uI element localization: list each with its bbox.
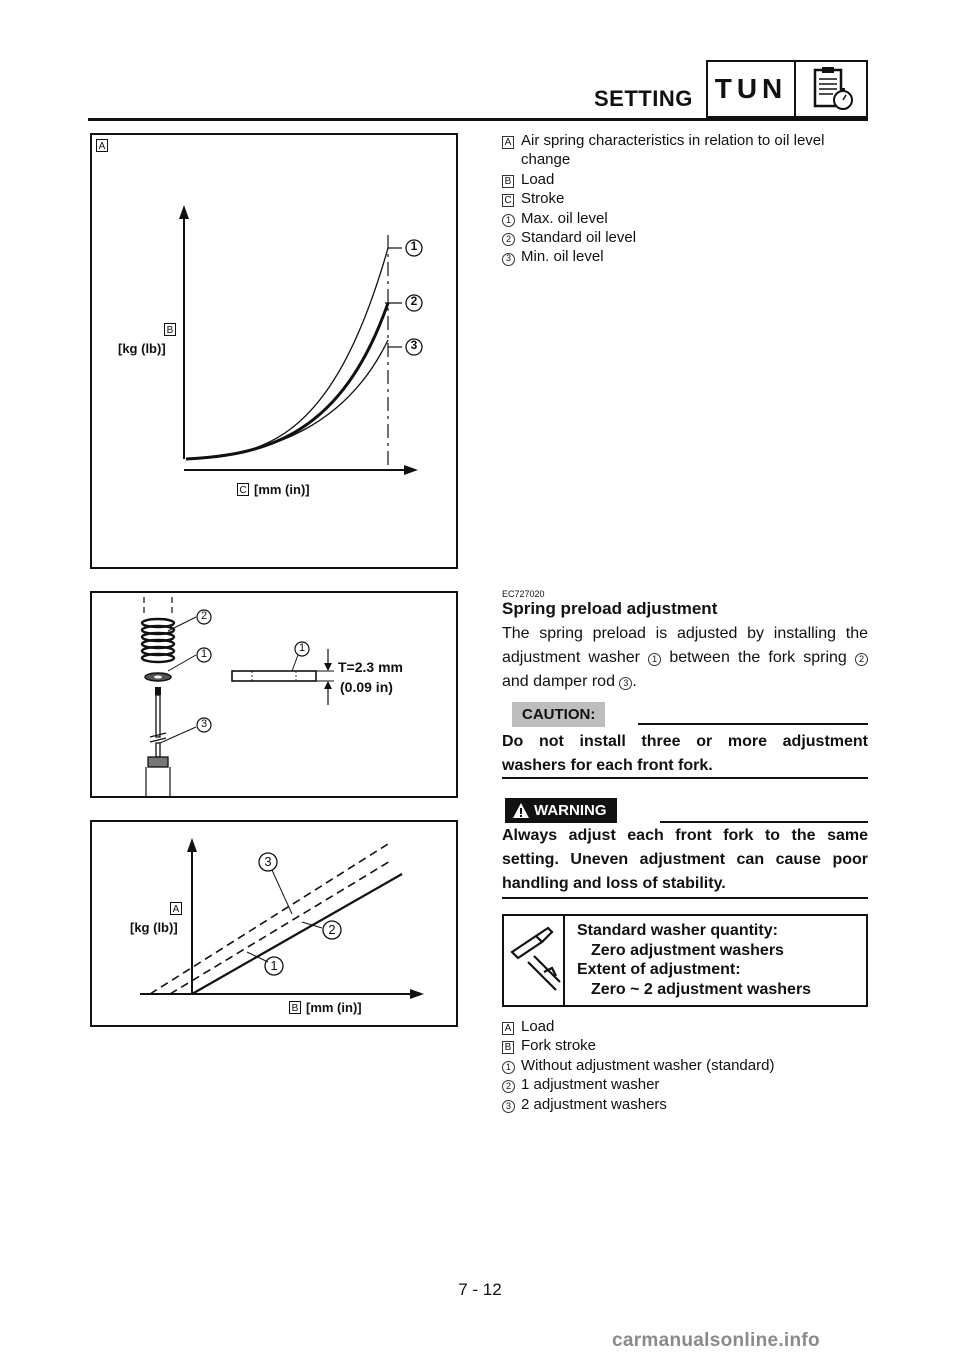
legend-text: Min. oil level: [521, 248, 604, 266]
thickness-value-in: (0.09 in): [340, 679, 393, 695]
section-paragraph: [502, 622, 868, 694]
legend-text: 1 adjustment washer: [521, 1076, 660, 1094]
callout-3: 3: [200, 718, 208, 730]
legend-key: [502, 170, 521, 189]
legend-text: 2 adjustment washers: [521, 1095, 667, 1113]
legend-key: [502, 1017, 521, 1036]
spec-label-1: Standard washer quantity:: [577, 922, 778, 939]
y-axis-unit: [kg (lb)]: [118, 341, 166, 356]
legend-text: Fork stroke: [521, 1037, 597, 1055]
spec-value-1: Zero adjustment washers: [591, 941, 784, 959]
chapter-code: TUN: [708, 62, 796, 116]
figure-corner-label: A: [96, 139, 108, 152]
watermark: carmanualsonline.info: [612, 1330, 820, 1351]
spec-value-2: Zero ~ 2 adjustment washers: [591, 980, 812, 998]
legend-text: Max. oil level: [521, 209, 608, 227]
para-ref-1: 1: [648, 653, 661, 666]
callout-washer: 1: [298, 642, 306, 654]
callout-1: 1: [410, 239, 418, 253]
legend-text: Standard oil level: [521, 229, 637, 247]
spec-label-2: Extent of adjustment:: [577, 961, 741, 978]
legend-marker: 3: [502, 253, 515, 266]
legend-item: [502, 131, 868, 170]
x-axis-unit: [mm (in)]: [306, 1000, 362, 1015]
legend-key: [502, 1075, 521, 1094]
figure-preload-chart: [90, 820, 458, 1027]
legend-item: [502, 1036, 868, 1055]
legend-key: [502, 228, 521, 247]
callout-2: 2: [328, 922, 336, 937]
caliper-icon: [504, 916, 574, 1005]
clipboard-stopwatch-icon: [796, 62, 866, 116]
caution-label: CAUTION:: [522, 706, 596, 723]
legend-marker: 1: [502, 214, 515, 227]
chapter-tab: [706, 60, 868, 118]
warning-rule-bottom: [502, 897, 868, 899]
caution-rule-bottom: [502, 777, 868, 779]
legend-marker: 2: [502, 233, 515, 246]
legend-text: Load: [521, 1018, 555, 1035]
legend-item: [502, 170, 868, 189]
section-code: EC727020: [502, 589, 545, 599]
callout-3: 3: [410, 338, 418, 352]
section-title: SETTING: [594, 86, 693, 111]
legend-key: [502, 189, 521, 208]
legend-marker: 1: [502, 1061, 515, 1074]
legend-item: [502, 1075, 868, 1094]
para-ref-2: 2: [855, 653, 868, 666]
header-rule: [88, 118, 868, 121]
warning-text: Always adjust each front fork to the same setting. Uneven adjustment can cause poor handling and loss of stability.: [502, 827, 868, 892]
caution-badge: [512, 702, 605, 727]
legend-marker: A: [502, 136, 514, 149]
callout-1: 1: [270, 958, 278, 973]
figure-air-spring-chart: [90, 133, 458, 569]
legend-key: [502, 247, 521, 266]
legend-marker: C: [502, 194, 514, 207]
y-axis-letter: B: [164, 323, 176, 336]
callout-3: 3: [264, 854, 272, 869]
legend-text: Air spring characteristics in relation to oil level change: [521, 132, 825, 169]
legend-marker: B: [502, 175, 514, 188]
figure-spring-washer-diagram: [90, 591, 458, 798]
caution-text: Do not install three or more adjustment washers for each front fork.: [502, 733, 868, 774]
para-text-4: .: [632, 673, 637, 690]
x-axis-unit: [mm (in)]: [254, 482, 310, 497]
callout-1: 1: [200, 648, 208, 660]
legend-marker: 3: [502, 1100, 515, 1113]
legend-item: [502, 1095, 868, 1114]
legend-key: [502, 209, 521, 228]
legend-item: [502, 1017, 868, 1036]
legend-air-spring: [502, 131, 868, 267]
legend-item: [502, 189, 868, 208]
legend-item: [502, 1056, 868, 1075]
caution-rule-top: [638, 723, 868, 725]
warning-label: WARNING: [534, 802, 607, 819]
legend-key: [502, 1036, 521, 1055]
legend-text: Stroke: [521, 190, 565, 208]
para-ref-3: 3: [619, 677, 632, 690]
y-axis-unit: [kg (lb)]: [130, 920, 178, 935]
warning-rule-top: [660, 821, 868, 823]
legend-key: [502, 1056, 521, 1075]
legend-key: [502, 131, 521, 170]
legend-marker: 2: [502, 1080, 515, 1093]
legend-item: [502, 247, 868, 266]
para-text-1: The spring preload is adjusted by installing the adjustment washer: [502, 625, 868, 666]
legend-text: Without adjustment washer (standard): [521, 1056, 775, 1074]
warning-triangle-icon: [513, 803, 529, 818]
legend-preload: [502, 1017, 868, 1114]
y-axis-letter: A: [170, 902, 182, 915]
warning-badge: [505, 798, 617, 823]
spec-text: [577, 921, 811, 999]
callout-2: 2: [200, 610, 208, 622]
section-heading: Spring preload adjustment: [502, 599, 718, 618]
callout-2: 2: [410, 294, 418, 308]
legend-item: [502, 228, 868, 247]
para-text-2: between the fork spring: [669, 649, 847, 666]
page-number: 7 - 12: [458, 1280, 502, 1299]
legend-marker: B: [502, 1041, 514, 1054]
para-text-3: and damper rod: [502, 673, 615, 690]
x-axis-letter: C: [237, 483, 249, 496]
thickness-value: T=2.3 mm: [338, 659, 403, 675]
legend-key: [502, 1095, 521, 1114]
legend-text: Load: [521, 170, 555, 188]
legend-item: [502, 209, 868, 228]
legend-marker: A: [502, 1022, 514, 1035]
x-axis-letter: B: [289, 1001, 301, 1014]
